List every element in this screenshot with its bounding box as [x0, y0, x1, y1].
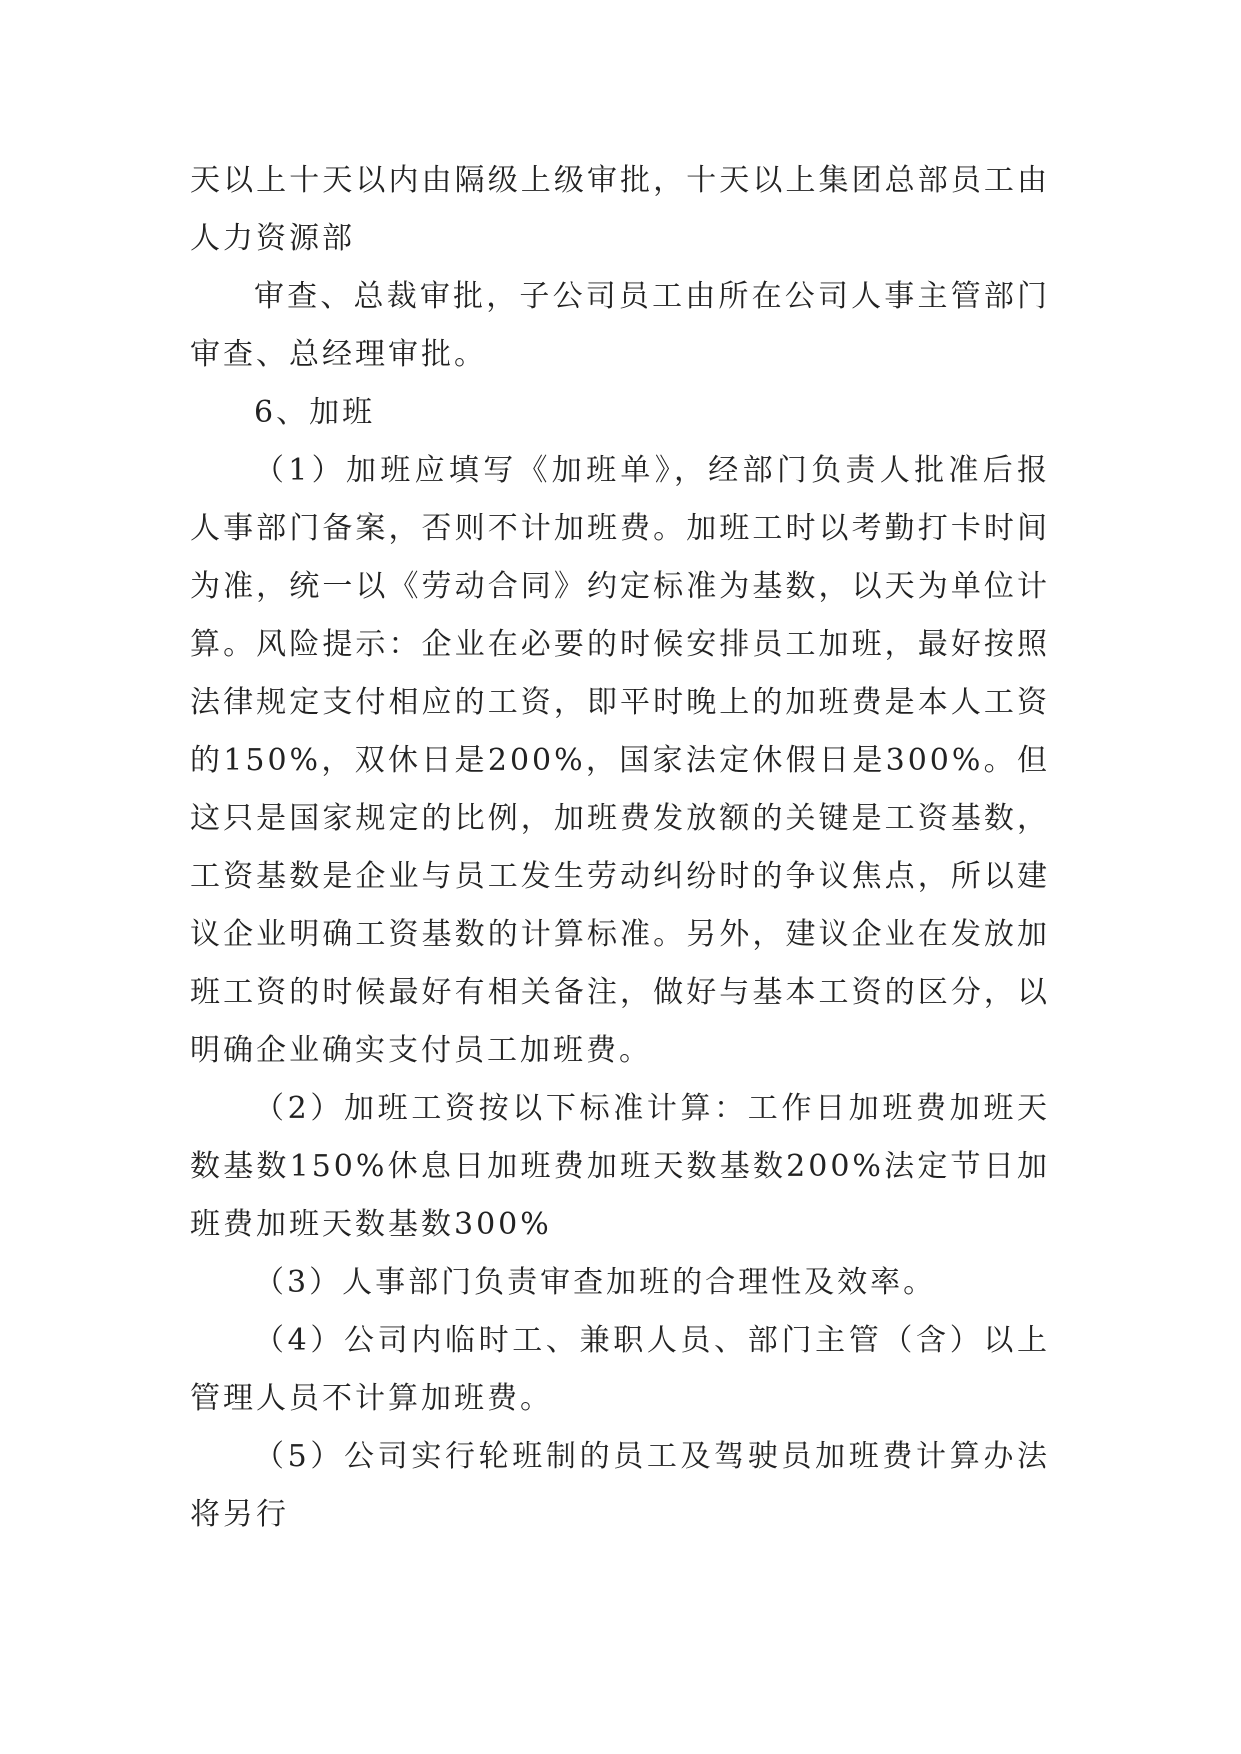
paragraph-overtime-rule-5: （5）公司实行轮班制的员工及驾驶员加班费计算办法将另行: [190, 1439, 1050, 1532]
document-body: [190, 152, 1050, 1544]
paragraph-approval-continuation: 天以上十天以内由隔级上级审批，十天以上集团总部员工由人力资源部: [190, 163, 1050, 256]
paragraph-overtime-rule-4: （4）公司内临时工、兼职人员、部门主管（含）以上管理人员不计算加班费。: [190, 1323, 1050, 1416]
paragraph-overtime-rule-2: （2）加班工资按以下标准计算：工作日加班费加班天数基数150%休息日加班费加班天数基数200%法定节日加班费加班天数基数300%: [190, 1091, 1050, 1242]
section-heading-overtime: 6、加班: [254, 395, 376, 430]
paragraph-overtime-rule-1: （1）加班应填写《加班单》，经部门负责人批准后报人事部门备案，否则不计加班费。加班工时以考勤打卡时间为准，统一以《劳动合同》约定标准为基数，以天为单位计算。风险提示：企业在必要的时候安排员工加班，最好按照法律规定支付相应的工资，即平时晚上的加班费是本人工资的150%，双休日是200%，国家法定休假日是300%。但这只是国家规定的比例，加班费发放额的关键是工资基数，工资基数是企业与员工发生劳动纠纷时的争议焦点，所以建议企业明确工资基数的计算标准。另外，建议企业在发放加班工资的时候最好有相关备注，做好与基本工资的区分，以明确企业确实支付员工加班费。: [190, 453, 1050, 1068]
paragraph-approval-review: 审查、总裁审批，子公司员工由所在公司人事主管部门审查、总经理审批。: [190, 279, 1050, 372]
paragraph-overtime-rule-3: （3）人事部门负责审查加班的合理性及效率。: [254, 1265, 937, 1300]
